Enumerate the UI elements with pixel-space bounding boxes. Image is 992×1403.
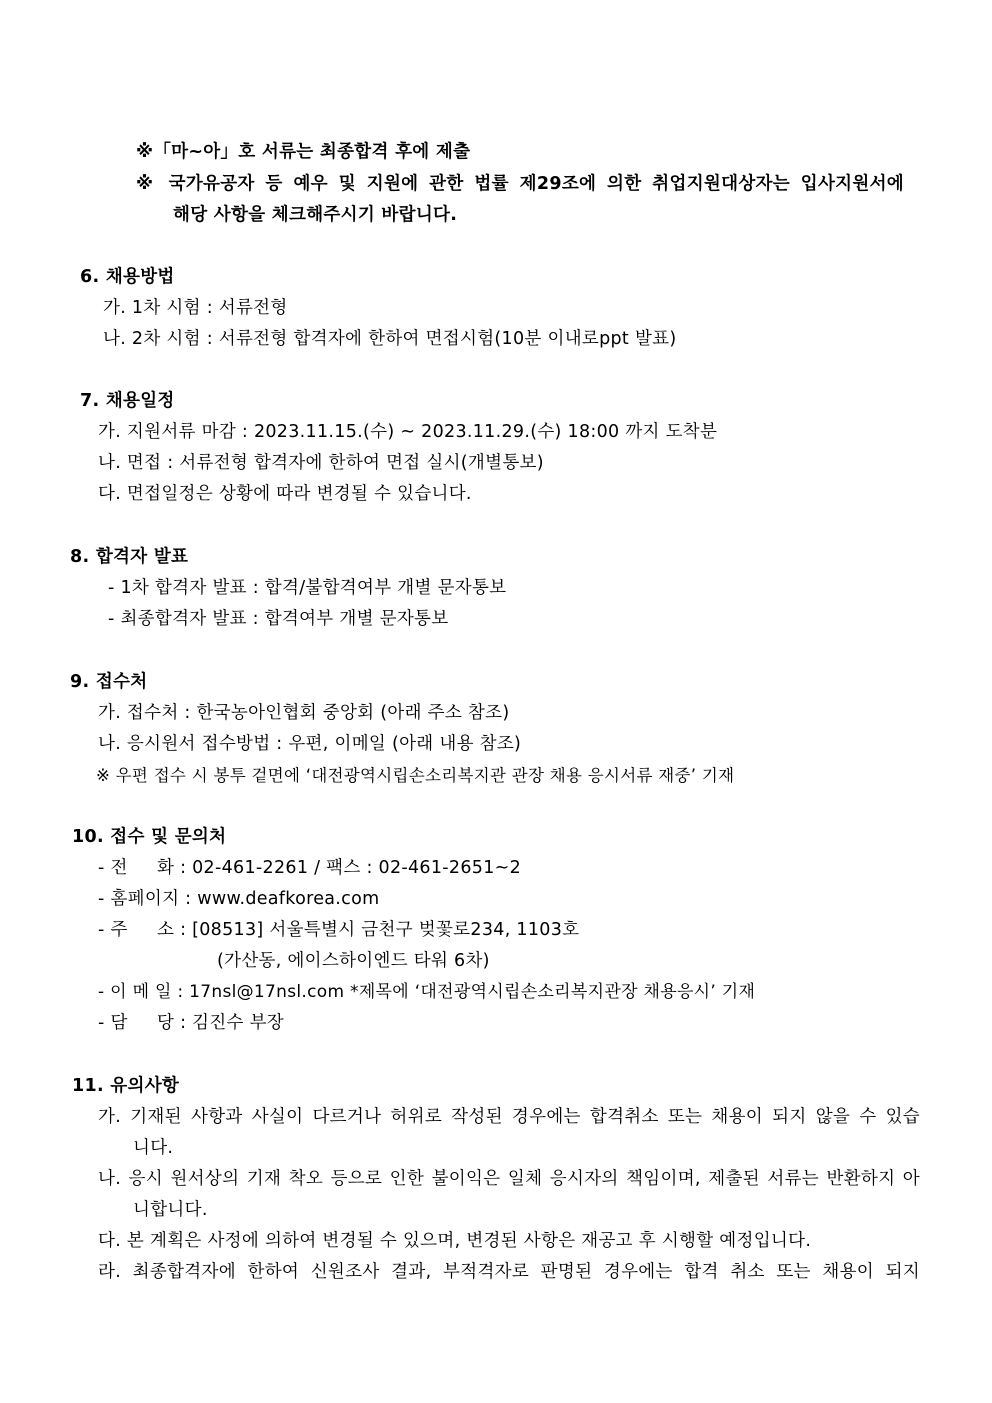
section-7-item-da: 다. 면접일정은 상황에 따라 변경될 수 있습니다. bbox=[98, 484, 472, 504]
note-submit-after-final: ※「마~아」호 서류는 최종합격 후에 제출 bbox=[136, 142, 471, 162]
section-11-item-na-line2: 니합니다. bbox=[133, 1200, 208, 1220]
section-11-title: 11. 유의사항 bbox=[72, 1076, 180, 1096]
contact-email: - 이 메 일 : 17nsl@17nsl.com *제목에 ‘대전광역시립손소리복지관장 채용응시’ 기재 bbox=[98, 982, 756, 1002]
section-11-item-da: 다. 본 계획은 사정에 의하여 변경될 수 있으며, 변경된 사항은 재공고 후 시행할 예정입니다. bbox=[98, 1231, 812, 1251]
contact-address-detail: (가산동, 에이스하이엔드 타워 6차) bbox=[217, 951, 490, 971]
section-6-item-ga: 가. 1차 시험 : 서류전형 bbox=[103, 298, 288, 318]
contact-phone-fax: - 전 화 : 02-461-2261 / 팩스 : 02-461-2651~2 bbox=[98, 858, 522, 878]
section-11-item-ra-line1: 라. 최종합격자에 한하여 신원조사 결과, 부적격자로 판명된 경우에는 합격 취소 또는 채용이 되지 bbox=[98, 1262, 920, 1282]
contact-manager: - 담 당 : 김진수 부장 bbox=[98, 1013, 285, 1033]
section-11-item-ga-line1: 가. 기재된 사항과 사실이 다르거나 허위로 작성된 경우에는 합격취소 또는 채용이 되지 않을 수 있습 bbox=[98, 1107, 920, 1127]
contact-address: - 주 소 : [08513] 서울특별시 금천구 벚꽃로234, 1103호 bbox=[98, 920, 580, 940]
section-8-item-first: - 1차 합격자 발표 : 합격/불합격여부 개별 문자통보 bbox=[108, 578, 507, 598]
section-9-item-na: 나. 응시원서 접수방법 : 우편, 이메일 (아래 내용 참조) bbox=[98, 734, 522, 754]
note-veterans-line2: 해당 사항을 체크해주시기 바랍니다. bbox=[173, 205, 458, 225]
section-7-item-ga: 가. 지원서류 마감 : 2023.11.15.(수) ~ 2023.11.29.(수) 18:00 까지 도착분 bbox=[98, 422, 718, 442]
section-8-title: 8. 합격자 발표 bbox=[70, 547, 189, 567]
note-veterans-line1: ※ 국가유공자 등 예우 및 지원에 관한 법률 제29조에 의한 취업지원대상자는 입사지원서에 bbox=[136, 174, 904, 194]
section-8-item-final: - 최종합격자 발표 : 합격여부 개별 문자통보 bbox=[108, 609, 449, 629]
section-7-item-na: 나. 면접 : 서류전형 합격자에 한하여 면접 실시(개별통보) bbox=[98, 453, 544, 473]
section-6-item-na: 나. 2차 시험 : 서류전형 합격자에 한하여 면접시험(10분 이내로ppt 발표) bbox=[103, 329, 677, 349]
section-11-item-na-line1: 나. 응시 원서상의 기재 착오 등으로 인한 불이익은 일체 응시자의 책임이며, 제출된 서류는 반환하지 아 bbox=[98, 1169, 920, 1189]
section-6-title: 6. 채용방법 bbox=[80, 267, 175, 287]
section-7-title: 7. 채용일정 bbox=[80, 391, 175, 411]
contact-homepage: - 홈페이지 : www.deafkorea.com bbox=[98, 889, 380, 909]
section-10-title: 10. 접수 및 문의처 bbox=[72, 827, 227, 847]
section-9-mail-note: ※ 우편 접수 시 봉투 겉면에 ‘대전광역시립손소리복지관 관장 채용 응시서류 재중’ 기재 bbox=[96, 766, 735, 785]
section-9-title: 9. 접수처 bbox=[70, 672, 148, 692]
section-9-item-ga: 가. 접수처 : 한국농아인협회 중앙회 (아래 주소 참조) bbox=[98, 703, 510, 723]
section-11-item-ga-line2: 니다. bbox=[133, 1138, 174, 1158]
